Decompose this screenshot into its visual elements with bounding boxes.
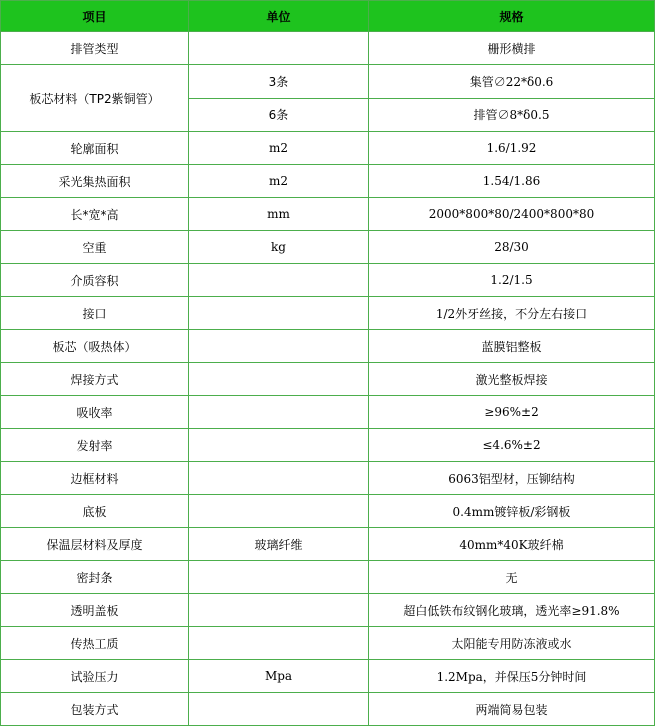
- header-item: 项目: [1, 1, 189, 32]
- item-cell: 接口: [1, 297, 189, 330]
- spec-cell: 1.2/1.5: [369, 264, 655, 297]
- item-cell: 边框材料: [1, 462, 189, 495]
- table-row: [1, 198, 655, 231]
- item-cell: 板芯（吸热体）: [1, 330, 189, 363]
- unit-cell: m2: [189, 165, 369, 198]
- unit-cell: [189, 495, 369, 528]
- item-cell: 包装方式: [1, 693, 189, 726]
- table-row: [1, 231, 655, 264]
- unit-cell: [189, 561, 369, 594]
- spec-cell: 0.4mm镀锌板/彩钢板: [369, 495, 655, 528]
- spec-cell: 1.2Mpa，并保压5分钟时间: [369, 660, 655, 693]
- unit-cell: m2: [189, 132, 369, 165]
- spec-cell: 2000*800*80/2400*800*80: [369, 198, 655, 231]
- unit-cell: 6条: [189, 98, 369, 132]
- unit-cell: kg: [189, 231, 369, 264]
- item-cell: 吸收率: [1, 396, 189, 429]
- item-cell: 透明盖板: [1, 594, 189, 627]
- unit-cell: [189, 32, 369, 65]
- header-spec: 规格: [369, 1, 655, 32]
- header-unit: 单位: [189, 1, 369, 32]
- table-row: [1, 594, 655, 627]
- item-cell: 发射率: [1, 429, 189, 462]
- unit-cell: Mpa: [189, 660, 369, 693]
- header-row: [1, 1, 655, 32]
- table-row: [1, 693, 655, 726]
- table-row: [1, 660, 655, 693]
- item-cell: 传热工质: [1, 627, 189, 660]
- item-cell: 空重: [1, 231, 189, 264]
- table-row: [1, 528, 655, 561]
- item-cell: 介质容积: [1, 264, 189, 297]
- item-cell: 板芯材料（TP2紫铜管）: [1, 65, 189, 132]
- spec-cell: 蓝膜铝整板: [369, 330, 655, 363]
- table-row: [1, 627, 655, 660]
- item-cell: 排管类型: [1, 32, 189, 65]
- spec-cell: 40mm*40K玻纤棉: [369, 528, 655, 561]
- unit-cell: [189, 693, 369, 726]
- item-cell: 密封条: [1, 561, 189, 594]
- spec-cell: 1/2外牙丝接，不分左右接口: [369, 297, 655, 330]
- unit-cell: [189, 330, 369, 363]
- spec-cell: 激光整板焊接: [369, 363, 655, 396]
- table-row: [1, 264, 655, 297]
- unit-cell: 玻璃纤维: [189, 528, 369, 561]
- unit-cell: [189, 462, 369, 495]
- spec-cell: ≤4.6%±2: [369, 429, 655, 462]
- unit-cell: 3条: [189, 65, 369, 99]
- unit-cell: [189, 264, 369, 297]
- spec-cell: 1.6/1.92: [369, 132, 655, 165]
- spec-cell: 1.54/1.86: [369, 165, 655, 198]
- item-cell: 采光集热面积: [1, 165, 189, 198]
- spec-cell: 排管∅8*δ0.5: [369, 98, 655, 132]
- spec-cell: ≥96%±2: [369, 396, 655, 429]
- spec-cell: 两端简易包装: [369, 693, 655, 726]
- spec-cell: 太阳能专用防冻液或水: [369, 627, 655, 660]
- spec-cell: 6063铝型材，压铆结构: [369, 462, 655, 495]
- unit-cell: [189, 297, 369, 330]
- spec-cell: 28/30: [369, 231, 655, 264]
- unit-cell: mm: [189, 198, 369, 231]
- spec-cell: 无: [369, 561, 655, 594]
- table-row: [1, 330, 655, 363]
- unit-cell: [189, 396, 369, 429]
- table-row: [1, 462, 655, 495]
- table-row: [1, 65, 655, 99]
- item-cell: 轮廓面积: [1, 132, 189, 165]
- spec-cell: 栅形横排: [369, 32, 655, 65]
- unit-cell: [189, 429, 369, 462]
- table-row: [1, 363, 655, 396]
- table-row: [1, 495, 655, 528]
- item-cell: 长*宽*高: [1, 198, 189, 231]
- item-cell: 焊接方式: [1, 363, 189, 396]
- unit-cell: [189, 363, 369, 396]
- item-cell: 试验压力: [1, 660, 189, 693]
- table-row: [1, 32, 655, 65]
- item-cell: 保温层材料及厚度: [1, 528, 189, 561]
- table-row: [1, 132, 655, 165]
- unit-cell: [189, 627, 369, 660]
- table-row: [1, 297, 655, 330]
- unit-cell: [189, 594, 369, 627]
- spec-cell: 集管∅22*δ0.6: [369, 65, 655, 99]
- table-row: [1, 561, 655, 594]
- table-row: [1, 396, 655, 429]
- item-cell: 底板: [1, 495, 189, 528]
- spec-cell: 超白低铁布纹钢化玻璃，透光率≥91.8%: [369, 594, 655, 627]
- table-row: [1, 429, 655, 462]
- table-row: [1, 165, 655, 198]
